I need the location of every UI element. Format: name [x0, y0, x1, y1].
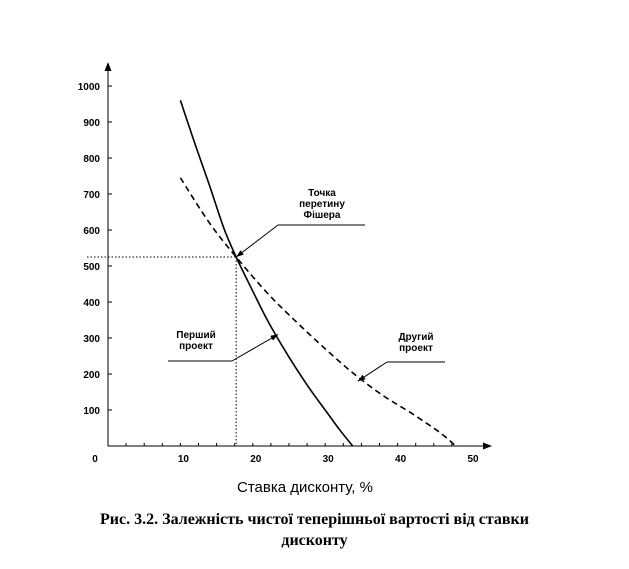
annotation-fisher — [236, 188, 365, 257]
x-tick-label: 40 — [395, 454, 407, 465]
x-axis-arrow — [483, 443, 492, 450]
y-tick-label: 700 — [83, 190, 100, 201]
figure-caption — [40, 509, 589, 551]
y-tick-label: 300 — [83, 334, 100, 345]
annotations — [168, 188, 445, 381]
annotation-text: проект — [399, 343, 433, 354]
annotation-p1 — [168, 330, 278, 361]
y-tick-label: 1000 — [77, 82, 100, 93]
y-tick-label: 100 — [83, 406, 100, 417]
y-tick-label: 500 — [83, 262, 100, 273]
tick-labels — [78, 82, 479, 465]
caption-line-2: дисконту — [281, 532, 348, 549]
annotation-arrowhead — [358, 375, 366, 381]
caption-line-1: Рис. 3.2. Залежність чистої теперішньої вартості від ставки — [100, 511, 529, 528]
y-tick-label: 600 — [83, 226, 100, 237]
x-axis-label: Ставка дисконту, % — [237, 479, 373, 496]
y-tick-label: 900 — [83, 118, 100, 129]
annotation-text: Перший — [176, 330, 216, 341]
x-tick-label: 20 — [250, 454, 262, 465]
y-tick-label: 400 — [83, 298, 100, 309]
annotation-p2 — [358, 332, 445, 381]
annotation-text: перетину — [299, 199, 345, 210]
axes — [105, 62, 493, 450]
reference-guides — [87, 257, 236, 446]
annotation-text: Фішера — [303, 210, 341, 221]
series-line-project-1 — [180, 100, 352, 446]
x-tick-label: 30 — [322, 454, 334, 465]
annotation-leader — [232, 334, 278, 361]
x-tick-label: 50 — [467, 454, 479, 465]
x-tick-label: 10 — [177, 454, 189, 465]
annotation-text: проект — [179, 341, 213, 352]
annotation-arrowhead — [236, 250, 244, 257]
x-tick-label: 0 — [92, 454, 98, 465]
annotation-text: Точка — [308, 188, 336, 199]
series-lines — [180, 100, 455, 446]
y-tick-label: 200 — [83, 370, 100, 381]
y-axis-arrow — [105, 62, 112, 71]
annotation-leader — [236, 225, 278, 257]
annotation-text: Другий — [398, 332, 434, 343]
y-tick-label: 800 — [83, 154, 100, 165]
